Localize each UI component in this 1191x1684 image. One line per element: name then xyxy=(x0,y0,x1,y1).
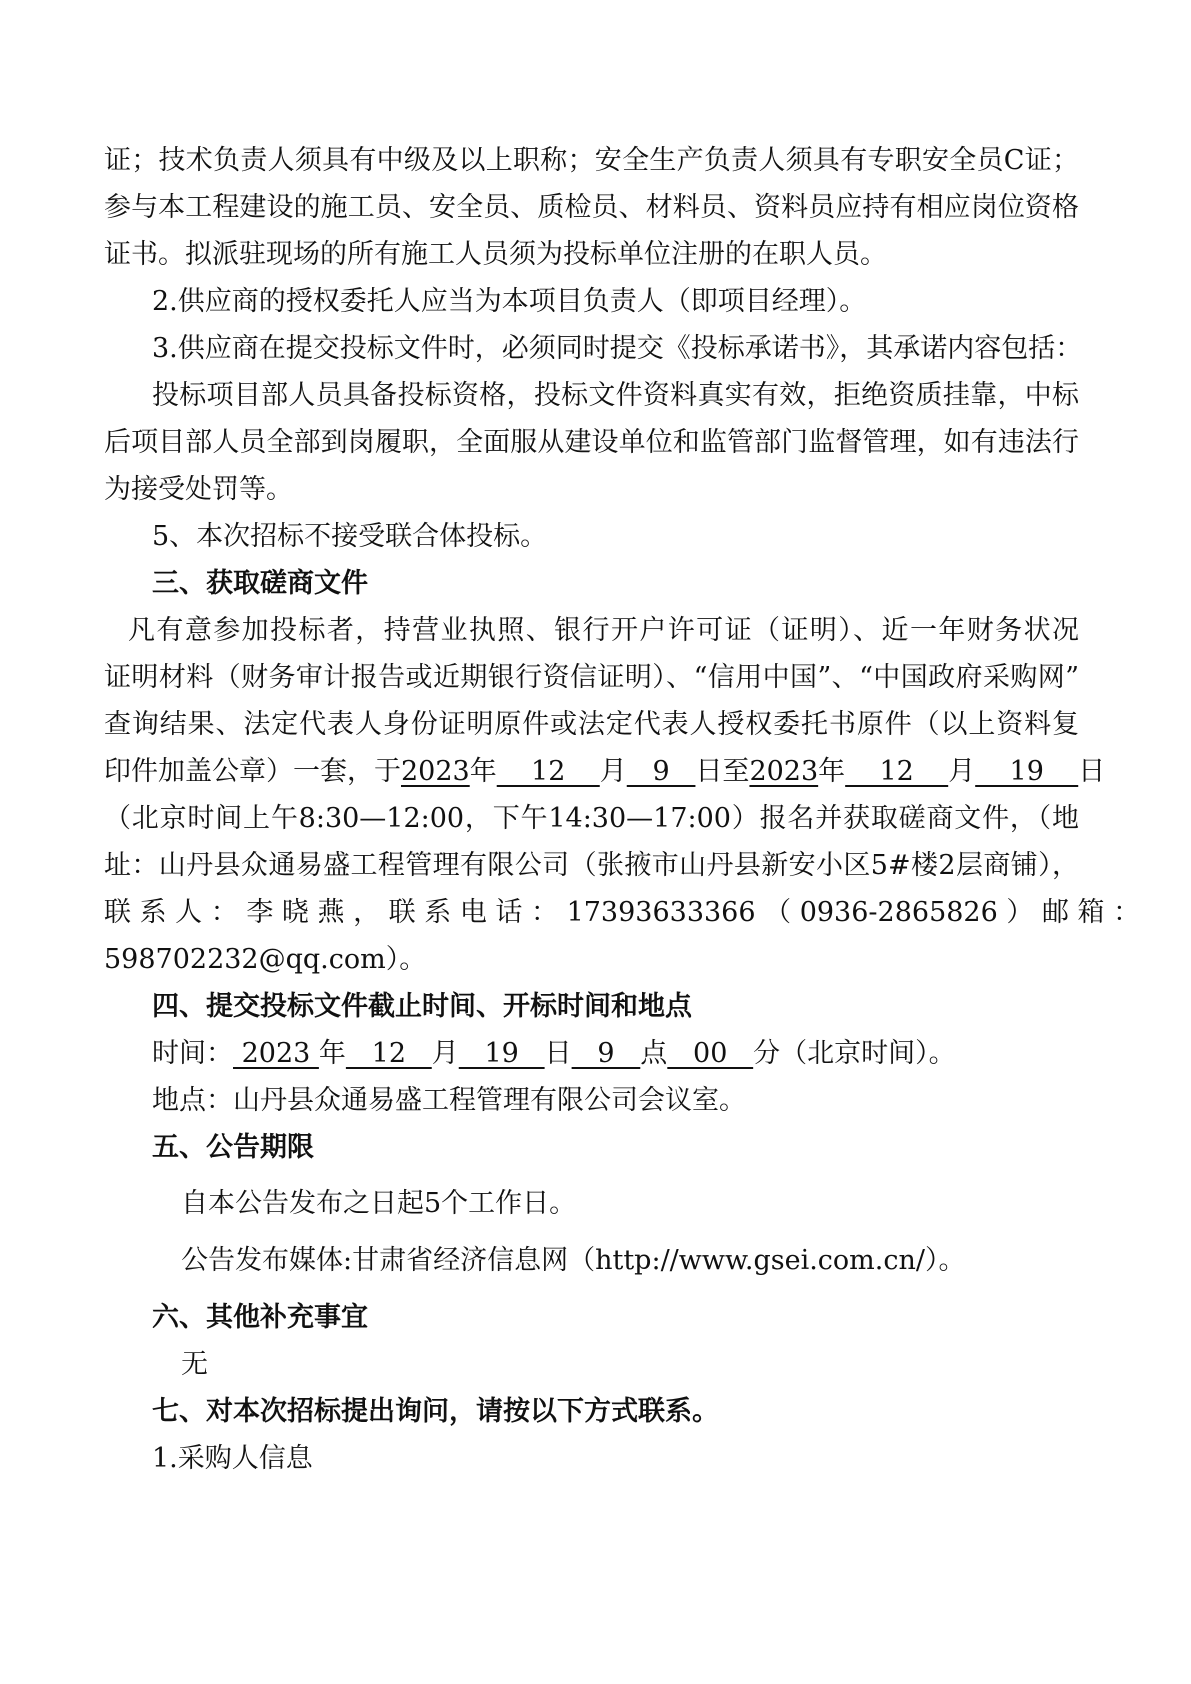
section-3-line-4 xyxy=(104,756,1105,788)
section-3-line-1: 凡有意参加投标者，持营业执照、银行开户许可证（证明）、近一年财务状况 xyxy=(128,615,1079,646)
paragraph-qualification-line-1: 证；技术负责人须具有中级及以上职称；安全生产负责人须具有专职安全员C证； xyxy=(104,145,1079,176)
section-6-heading: 六、其他补充事宜 xyxy=(152,1302,368,1333)
month-label: 月 xyxy=(948,756,976,787)
item-5: 5、本次招标不接受联合体投标。 xyxy=(152,521,548,552)
section-3-line-8: 598702232@qq.com）。 xyxy=(104,944,427,975)
month-label: 月 xyxy=(599,756,627,787)
promise-line-2: 后项目部人员全部到岗履职，全面服从建设单位和监管部门监督管理，如有违法行 xyxy=(104,427,1079,458)
section-3-line-7: 联 系 人 ： 李 晓 燕 ， 联 系 电 话 ： 17393633366 （ 0936-2865826 ） 邮 箱 ： xyxy=(104,897,1141,928)
section-3-line-5: （北京时间上午8:30—12:00，下午14:30—17:00）报名并获取磋商文件，（地 xyxy=(104,803,1079,834)
item-3: 3.供应商在提交投标文件时，必须同时提交《投标承诺书》，其承诺内容包括： xyxy=(152,333,1083,364)
day-label: 日 xyxy=(544,1038,572,1069)
section-4-heading: 四、提交投标文件截止时间、开标时间和地点 xyxy=(152,991,692,1022)
start-month: 12 xyxy=(496,756,600,787)
start-day: 9 xyxy=(626,756,696,787)
section-3-heading: 三、获取磋商文件 xyxy=(152,568,368,599)
start-year: 2023 xyxy=(401,756,470,787)
section-7-heading: 七、对本次招标提出询问，请按以下方式联系。 xyxy=(152,1396,719,1427)
deadline-time xyxy=(152,1038,956,1070)
purchaser-info-label: 1.采购人信息 xyxy=(152,1443,313,1474)
section-3-line-3: 查询结果、法定代表人身份证明原件或法定代表人授权委托书原件（以上资料复 xyxy=(104,709,1079,740)
promise-line-1: 投标项目部人员具备投标资格，投标文件资料真实有效，拒绝资质挂靠，中标 xyxy=(152,380,1079,411)
section-5-heading: 五、公告期限 xyxy=(152,1132,314,1163)
minute-label: 分（北京时间）。 xyxy=(753,1038,956,1069)
deadline-month: 12 xyxy=(345,1038,432,1069)
day-label: 日 xyxy=(1078,756,1106,787)
deadline-hour: 9 xyxy=(571,1038,641,1069)
deadline-minute: 00 xyxy=(667,1038,754,1069)
paragraph-qualification-line-3: 证书。拟派驻现场的所有施工人员须为投标单位注册的在职人员。 xyxy=(104,239,887,270)
year-label: 年 xyxy=(318,1038,346,1069)
item-2: 2.供应商的授权委托人应当为本项目负责人（即项目经理）。 xyxy=(152,286,867,317)
deadline-place: 地点：山丹县众通易盛工程管理有限公司会议室。 xyxy=(152,1085,746,1116)
section-3-line-6: 址：山丹县众通易盛工程管理有限公司（张掖市山丹县新安小区5#楼2层商铺）， xyxy=(104,850,1079,881)
announcement-media: 公告发布媒体:甘肃省经济信息网（http://www.gsei.com.cn/）。 xyxy=(181,1245,966,1276)
end-month: 12 xyxy=(845,756,949,787)
registration-text: 印件加盖公章）一套，于 xyxy=(104,756,401,787)
announcement-period: 自本公告发布之日起5个工作日。 xyxy=(181,1188,577,1219)
month-label: 月 xyxy=(431,1038,459,1069)
day-to-label: 日至 xyxy=(695,756,750,787)
hour-label: 点 xyxy=(640,1038,668,1069)
end-day: 19 xyxy=(975,756,1079,787)
year-label: 年 xyxy=(818,756,846,787)
time-label: 时间： xyxy=(152,1038,233,1069)
end-year: 2023 xyxy=(749,756,819,787)
paragraph-qualification-line-2: 参与本工程建设的施工员、安全员、质检员、材料员、资料员应持有相应岗位资格 xyxy=(104,192,1079,223)
promise-line-3: 为接受处罚等。 xyxy=(104,474,293,505)
section-6-content: 无 xyxy=(181,1349,208,1380)
deadline-day: 19 xyxy=(458,1038,545,1069)
section-3-line-2: 证明材料（财务审计报告或近期银行资信证明）、“信用中国”、“中国政府采购网” xyxy=(104,662,1079,693)
deadline-year: 2023 xyxy=(233,1038,319,1069)
year-label: 年 xyxy=(469,756,497,787)
